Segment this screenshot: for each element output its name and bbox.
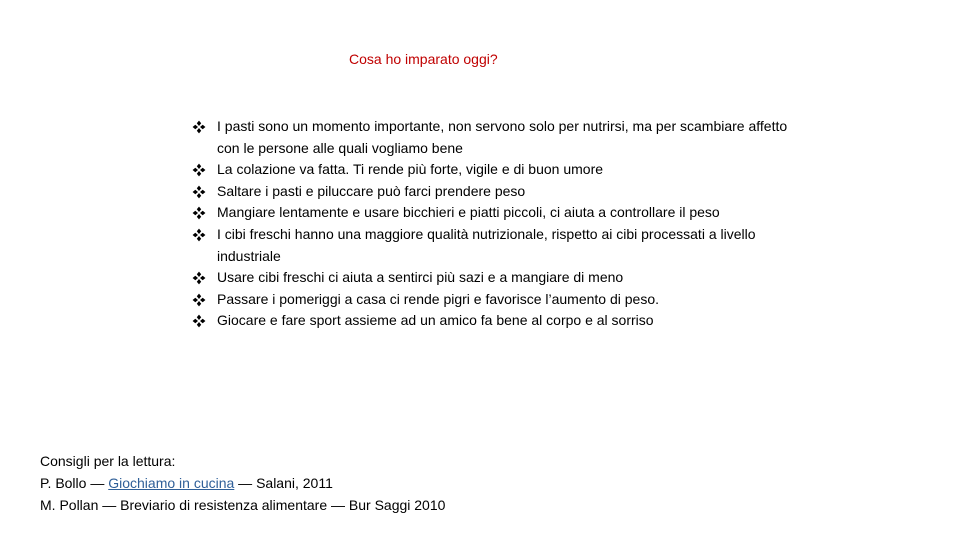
bullet-item [192,116,792,159]
book-reference-2: M. Pollan — Breviario di resistenza alimentare — Bur Saggi 2010 [40,497,446,513]
diamond-bullet-icon [192,271,206,285]
bullet-item [192,310,792,332]
bullet-item [192,202,792,224]
diamond-bullet-icon [192,163,206,177]
diamond-bullet-icon [192,185,206,199]
bullet-item [192,267,792,289]
bullet-text: I cibi freschi hanno una maggiore qualità nutrizionale, rispetto ai cibi processati a livello industriale [217,225,756,264]
slide-title: Cosa ho imparato oggi? [349,51,498,67]
diamond-bullet-icon [192,314,206,328]
summary-bullet-list [192,116,792,332]
bullet-text: Saltare i pasti e piluccare può farci prendere peso [217,182,526,199]
reading-heading: Consigli per la lettura: [40,453,176,469]
diamond-bullet-icon [192,293,206,307]
bullet-text: La colazione va fatta. Ti rende più forte, vigile e di buon umore [217,161,604,178]
book-1-publisher: — Salani, 2011 [234,475,333,491]
diamond-bullet-icon [192,206,206,220]
diamond-bullet-icon [192,120,206,134]
bullet-text: I pasti sono un momento importante, non servono solo per nutrirsi, ma per scambiare affetto con le persone alle quali vogliamo bene [217,118,788,156]
book-1-author: P. Bollo — [40,475,109,491]
bullet-item [192,224,792,267]
bullet-text: Giocare e fare sport assieme ad un amico fa bene al corpo e al sorriso [217,312,654,329]
book-1-title-link[interactable]: Giochiamo in cucina [108,475,235,491]
bullet-text: Passare i pomeriggi a casa ci rende pigri e favorisce l’aumento di peso. [217,290,660,307]
book-reference-1 [40,472,445,494]
diamond-bullet-icon [192,228,206,242]
bullet-item [192,159,792,181]
bullet-text: Mangiare lentamente e usare bicchieri e piatti piccoli, ci aiuta a controllare il peso [217,204,720,221]
reading-suggestions [40,450,445,516]
bullet-item [192,289,792,311]
bullet-item [192,181,792,203]
bullet-text: Usare cibi freschi ci aiuta a sentirci più sazi e a mangiare di meno [217,269,624,286]
